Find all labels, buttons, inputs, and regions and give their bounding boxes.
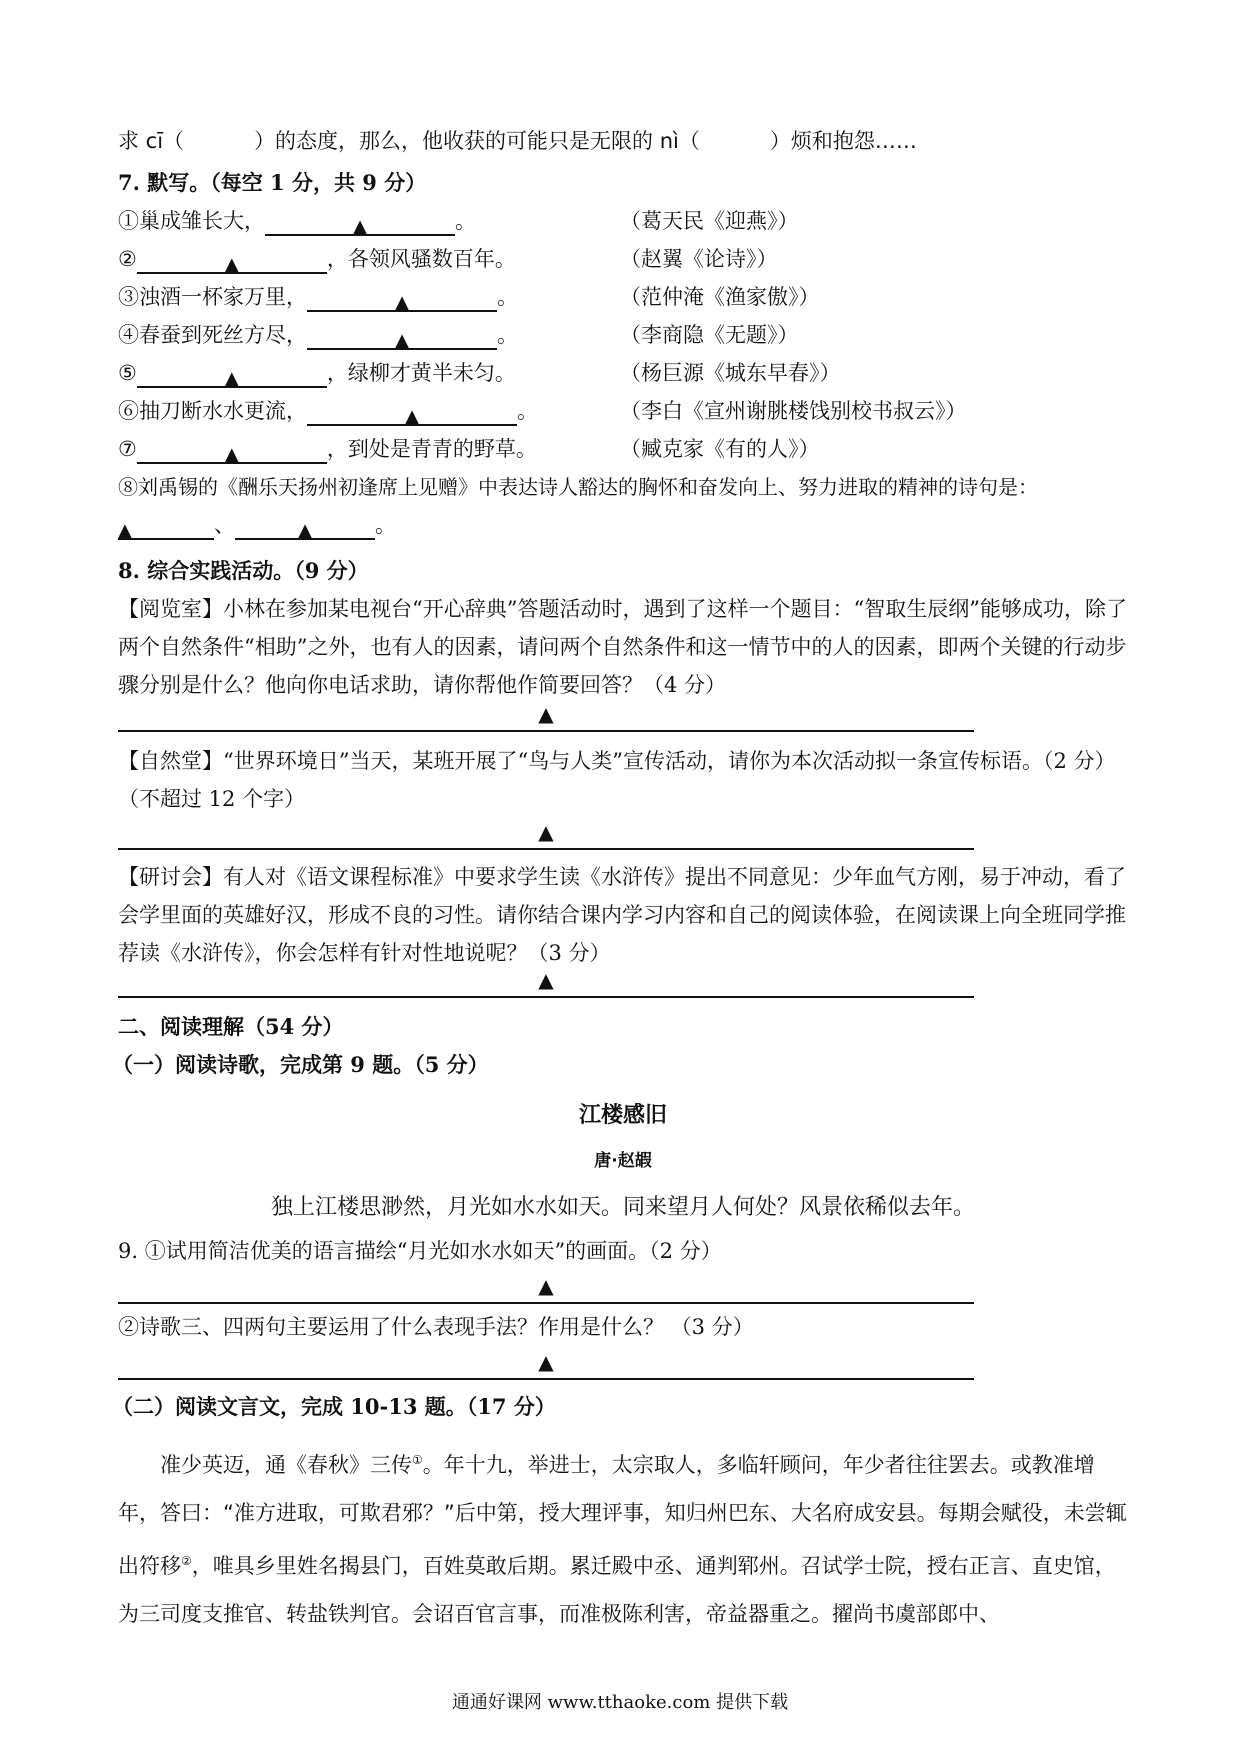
poem-title: 江楼感旧 (578, 1103, 667, 1128)
triangle-marker: ▲ (298, 520, 312, 541)
q7-item-3-source: （范仲淹《渔家傲》） (620, 285, 820, 309)
q8-part-1: 【阅览室】小林在参加某电视台“开心辞典”答题活动时，遇到了这样一个题目：“智取生辰纲”能够成功，除了两个自然条件“相助”之外，也有人的因素，请问两个自然条件和这一情节中的人的因素，即两个关键的行动步骤分别是什么？他向你电话求助，请你帮他作简要回答？（4 分） (118, 597, 1127, 697)
q7-item-6-source: （李白《宣州谢朓楼饯别校书叔云》） (620, 399, 967, 423)
blank-paren-2 (700, 126, 770, 156)
q7-item-8-blanks (118, 510, 396, 540)
q7-item-5-blank[interactable] (137, 362, 327, 388)
footnote-marker-2: ② (181, 1554, 192, 1568)
q8-part-2: 【自然堂】“世界环境日”当天，某班开展了“鸟与人类”宣传活动，请你为本次活动拟一条宣传标语。（2 分）（不超过 12 个字） (118, 749, 1116, 811)
q9-1: 9. ①试用简洁优美的语言描绘“月光如水水如天”的画面。（2 分） (118, 1239, 722, 1263)
q7-item-1-source: （葛天民《迎燕》） (620, 209, 799, 233)
triangle-marker: ▲ (224, 444, 239, 465)
q8-part-3: 【研讨会】有人对《语文课程标准》中要求学生读《水浒传》提出不同意见：少年血气方刚，易于冲动，看了会学里面的英雄好汉，形成不良的习性。请你结合课内学习内容和自己的阅读体验，在阅读课上向全班同学推荐读《水浒传》，你会怎样有针对性地说呢？（3 分） (118, 865, 1126, 965)
q7-item-7-source: （臧克家《有的人》） (620, 437, 820, 461)
q7-item-1-post: 。 (455, 209, 476, 233)
q7-item-3-pre: ③浊酒一杯家万里， (118, 285, 307, 309)
q7-item-7-post: ，到处是青青的野草。 (326, 437, 537, 461)
blank-paren-1 (184, 126, 254, 156)
q7-item-2-blank[interactable] (137, 248, 327, 274)
q7-item-5-pre: ⑤ (118, 361, 137, 385)
q7-item-7-pre: ⑦ (118, 437, 137, 461)
q7-item-2-post: ，各领风骚数百年。 (326, 247, 516, 271)
triangle-marker: ▲ (224, 368, 239, 389)
q9-2-answer-line[interactable] (118, 1348, 974, 1380)
triangle-marker: ▲ (538, 702, 554, 726)
q7-item-3-blank[interactable] (307, 286, 497, 312)
q7-item-7 (118, 434, 820, 465)
q7-item-6-pre: ⑥抽刀断水水更流， (118, 399, 307, 423)
triangle-marker: ▲ (224, 254, 239, 275)
q7-item-8-sep: 、 (214, 513, 235, 537)
q7-item-1-blank[interactable] (265, 210, 455, 236)
page-footer: 通通好课网 www.tthaoke.com 提供下载 (451, 1692, 789, 1713)
q7-item-4-blank[interactable] (307, 324, 497, 350)
q7-item-5-source: （杨巨源《城东早春》） (620, 361, 841, 385)
q7-item-4 (118, 320, 799, 351)
q8-answer-line-2[interactable] (118, 818, 974, 850)
q8-answer-line-3[interactable] (118, 966, 974, 998)
q7-item-5 (118, 358, 841, 389)
poem-author: 唐·赵嘏 (594, 1151, 652, 1171)
poem-body: 独上江楼思渺然，月光如水水如天。同来望月人何处？风景依稀似去年。 (270, 1195, 975, 1220)
q7-item-8-blank-1[interactable] (118, 514, 214, 540)
triangle-marker: ▲ (405, 406, 419, 427)
triangle-marker: ▲ (538, 1350, 554, 1374)
top-line-part-3: ）烦和抱怨…… (769, 129, 917, 153)
q9-1-answer-line[interactable] (118, 1272, 974, 1304)
q7-item-3-post: 。 (497, 285, 518, 309)
q7-item-2-pre: ② (118, 247, 137, 271)
triangle-marker: ▲ (353, 216, 367, 237)
q7-item-8-blank-2[interactable] (235, 514, 375, 540)
q9-2: ②诗歌三、四两句主要运用了什么表现手法？作用是什么？ （3 分） (118, 1315, 754, 1339)
wenyan-passage (118, 1436, 1128, 1638)
wenyan-text-a: 准少英迈，通《春秋》三传 (160, 1453, 412, 1477)
triangle-marker: ▲ (538, 968, 554, 992)
q7-item-2-source: （赵翼《论诗》） (620, 247, 778, 271)
triangle-marker: ▲ (395, 292, 409, 313)
top-line-part-2: ）的态度，那么，他收获的可能只是无限的 nì（ (254, 129, 700, 153)
wenyan-text-b: 。年十九，举进士，太宗取人，多临轩顾问，年少者往往罢去。或教准增年，答曰：“准方进取，可欺君邪？”后中第，授大理评事，知归州巴东、大名府成安县。每期会赋役，未尝辄出符移 (118, 1453, 1127, 1578)
q8-answer-line-1[interactable] (118, 700, 974, 732)
section-2-heading: 二、阅读理解（54 分） (118, 1014, 344, 1039)
footnote-marker-1: ① (412, 1453, 423, 1467)
triangle-marker: ▲ (395, 330, 409, 351)
section-2-sub-2: （二）阅读文言文，完成 10-13 题。（17 分） (112, 1394, 556, 1419)
q7-item-4-source: （李商隐《无题》） (620, 323, 799, 347)
section-2-sub-1: （一）阅读诗歌，完成第 9 题。（5 分） (112, 1052, 489, 1077)
q7-item-6 (118, 396, 967, 427)
wenyan-text-c: ，唯具乡里姓名揭县门，百姓莫敢后期。累迁殿中丞、通判郓州。召试学士院，授右正言、直史馆，为三司度支推官、转盐铁判官。会诏百官言事，而准极陈利害，帝益器重之。擢尚书虞部郎中、 (118, 1554, 1116, 1626)
q7-item-4-post: 。 (497, 323, 518, 347)
q7-item-5-post: ，绿柳才黄半未匀。 (326, 361, 516, 385)
top-continuation-line (118, 126, 917, 156)
q7-heading: 7. 默写。（每空 1 分，共 9 分） (118, 170, 427, 195)
triangle-marker: ▲ (538, 820, 554, 844)
q8-heading: 8. 综合实践活动。（9 分） (118, 558, 369, 583)
triangle-marker: ▲ (538, 1274, 554, 1298)
q7-item-6-post: 。 (517, 399, 538, 423)
q7-item-8-end: 。 (375, 513, 396, 537)
q7-item-3 (118, 282, 820, 313)
top-line-part-1: 求 cī（ (118, 129, 185, 153)
q7-item-2 (118, 244, 778, 275)
q7-item-1 (118, 206, 799, 237)
triangle-marker: ▲ (118, 520, 132, 541)
q7-item-4-pre: ④春蚕到死丝方尽， (118, 323, 307, 347)
q7-item-7-blank[interactable] (137, 438, 327, 464)
q7-item-1-pre: ①巢成雏长大， (118, 209, 265, 233)
q7-item-8: ⑧刘禹锡的《酬乐天扬州初逢席上见赠》中表达诗人豁达的胸怀和奋发向上、努力进取的精神的诗句是： (118, 475, 1038, 499)
q7-item-6-blank[interactable] (307, 400, 517, 426)
